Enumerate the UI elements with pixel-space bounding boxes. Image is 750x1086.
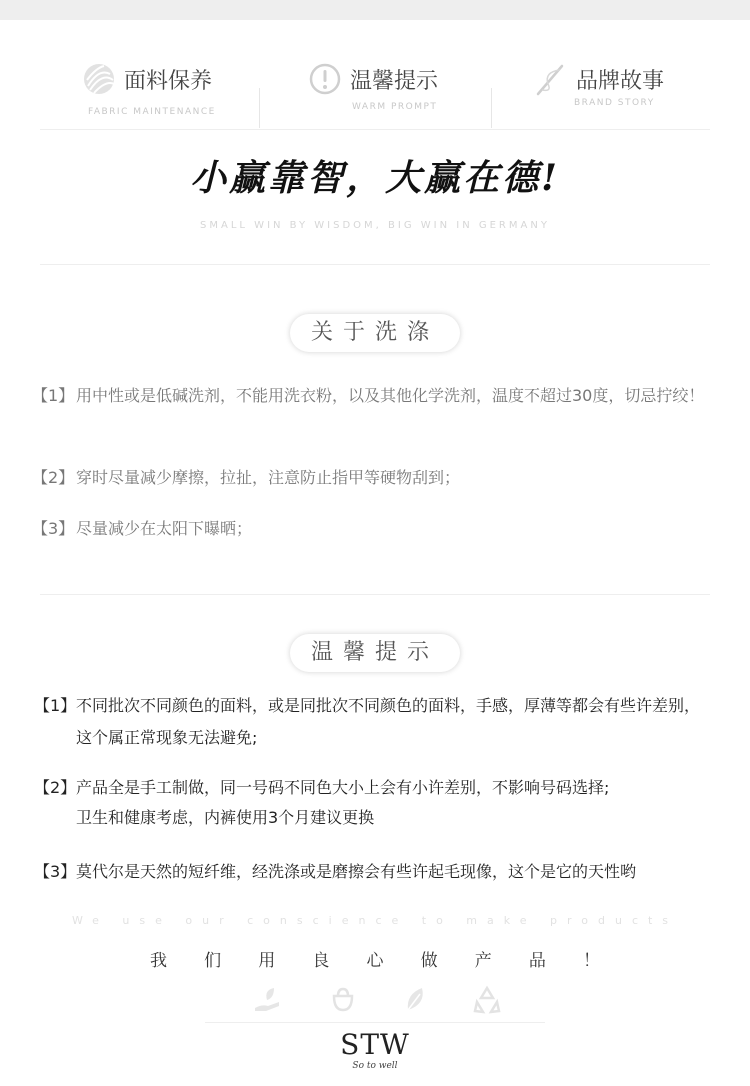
item-text: 用中性或是低碱洗剂，不能用洗衣粉，以及其他化学洗剂，温度不超过30度，切忌拧绞！ <box>76 386 705 405</box>
footer-icons <box>250 984 500 1018</box>
logo-subtitle: So to well <box>352 1061 398 1071</box>
tab-label: 面料保养 <box>124 69 213 94</box>
footer-char: 我 <box>150 951 167 971</box>
item-text: 卫生和健康考虑，内裤使用3个月建议更换 <box>76 808 375 827</box>
slogan-english: SMALL WIN BY WISDOM, BIG WIN IN GERMANY <box>200 220 550 231</box>
tab-label: 品牌故事 <box>576 69 665 94</box>
divider <box>40 129 710 130</box>
footer-char: 做 <box>420 951 438 971</box>
tab-divider <box>259 88 260 128</box>
footer-char: 用 <box>258 951 276 971</box>
top-bar <box>0 0 750 20</box>
tab-sublabel: FABRIC MAINTENANCE <box>88 107 216 117</box>
tab-sublabel: BRAND STORY <box>574 98 655 108</box>
header-tabs <box>40 58 710 130</box>
hand-leaf-icon <box>252 984 282 1014</box>
tab-sublabel: WARM PROMPT <box>352 102 438 112</box>
footer-char: 品 <box>528 951 546 971</box>
slogan: 小赢靠智，大赢在德! <box>190 157 560 199</box>
item-text: 产品全是手工制做，同一号码不同色大小上会有小许差别，不影响号码选择; <box>76 778 610 797</box>
footer-char: ！ <box>583 951 600 971</box>
footer-slogan <box>150 946 600 971</box>
footer-char: 产 <box>474 951 492 971</box>
footer-char: 们 <box>204 951 222 971</box>
yarn-ball-icon <box>82 62 116 96</box>
logo-mark: STW <box>340 1028 410 1061</box>
divider <box>40 594 710 595</box>
divider <box>40 264 710 265</box>
tab-divider <box>491 88 492 128</box>
item-number: 【3】 <box>32 519 75 538</box>
footer-char: 心 <box>366 951 384 971</box>
item-text: 莫代尔是天然的短纤维，经洗涤或是磨擦会有些许起毛现像，这个是它的天性哟 <box>76 862 637 881</box>
tab-label: 温馨提示 <box>350 69 439 94</box>
exclamation-circle-icon <box>308 62 342 96</box>
item-text: 尽量减少在太阳下曝晒； <box>76 519 253 538</box>
needle-thread-icon <box>534 62 568 96</box>
brand-logo <box>335 1030 415 1080</box>
divider <box>205 1022 545 1023</box>
tab-brand-story[interactable] <box>534 58 704 130</box>
item-number: 【2】 <box>34 778 77 797</box>
section-title-tips: 温馨提示 <box>290 634 460 672</box>
footer-english-slogan: We use our conscience to make products <box>71 914 679 927</box>
recycle-icon <box>472 984 502 1014</box>
leaf-icon <box>400 984 430 1014</box>
item-text: 不同批次不同颜色的面料，或是同批次不同颜色的面料，手感，厚薄等都会有些许差别，这个属正常现象无法避免; <box>76 696 701 747</box>
tab-fabric-maintenance[interactable] <box>82 58 272 130</box>
tab-warm-prompt[interactable] <box>308 58 488 130</box>
bag-icon <box>328 984 358 1014</box>
item-number: 【3】 <box>34 862 77 881</box>
item-text: 穿时尽量减少摩擦，拉扯，注意防止指甲等硬物刮到； <box>76 468 461 487</box>
item-number: 【1】 <box>34 696 77 715</box>
item-number: 【2】 <box>32 468 75 487</box>
footer-char: 良 <box>312 951 330 971</box>
item-number: 【1】 <box>32 386 75 405</box>
section-title-washing: 关于洗涤 <box>290 314 460 352</box>
